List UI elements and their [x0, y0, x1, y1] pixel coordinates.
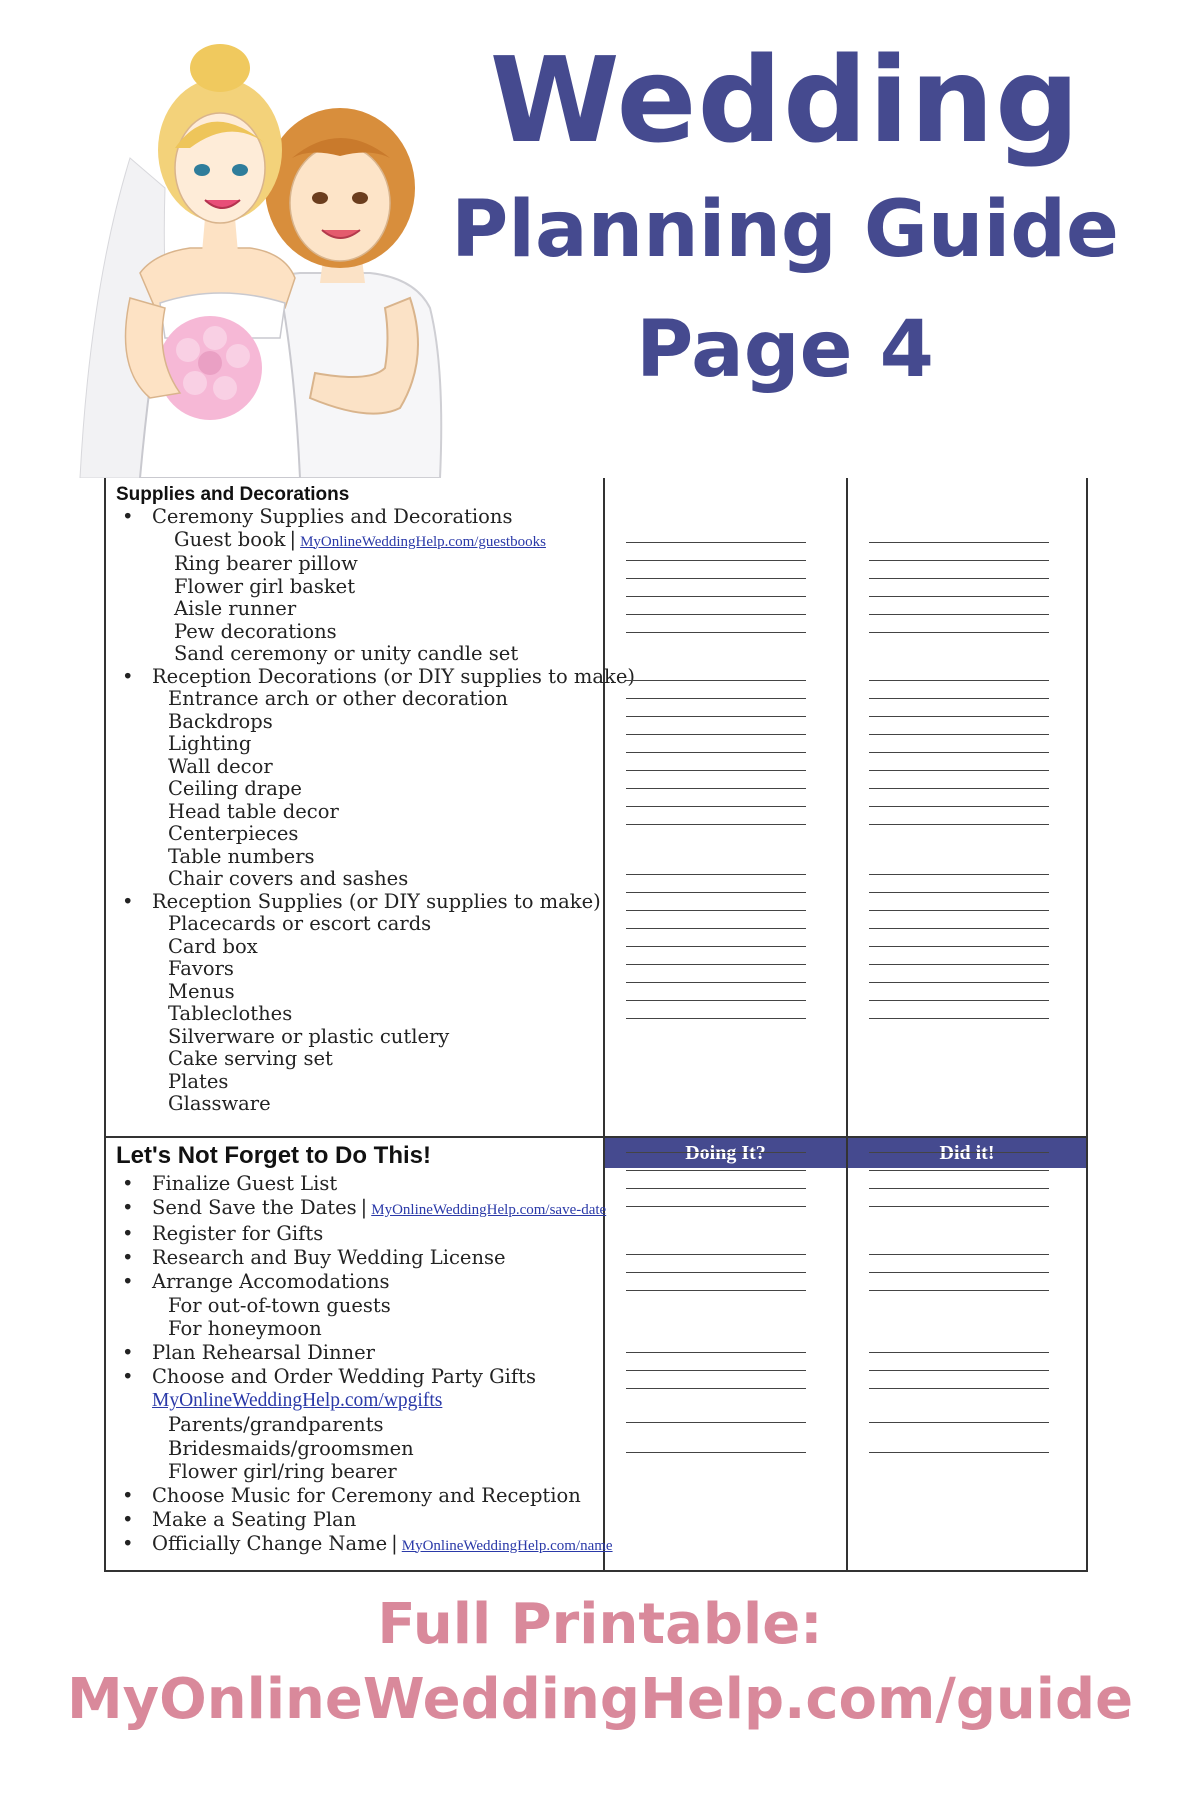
write-in-line[interactable] [626, 1170, 806, 1171]
write-in-line[interactable] [869, 982, 1049, 983]
write-in-line[interactable] [626, 982, 806, 983]
list-item: Cake serving set [168, 1047, 333, 1070]
write-in-line[interactable] [869, 578, 1049, 579]
list-item [116, 1532, 613, 1559]
write-in-line[interactable] [626, 1206, 806, 1207]
column-divider-2 [846, 478, 848, 1572]
table-border-right [1086, 478, 1088, 1572]
write-in-line[interactable] [869, 770, 1049, 771]
list-item: Parents/grandparents [168, 1413, 384, 1437]
write-in-line[interactable] [869, 928, 1049, 929]
write-in-line[interactable] [869, 874, 1049, 875]
separator: | [360, 1195, 368, 1219]
write-in-line[interactable] [626, 632, 806, 633]
write-in-line[interactable] [869, 1290, 1049, 1291]
write-in-line[interactable] [626, 1370, 806, 1371]
list-item: Centerpieces [168, 822, 299, 845]
write-in-line[interactable] [869, 1018, 1049, 1019]
guestbooks-link[interactable]: MyOnlineWeddingHelp.com/guestbooks [300, 533, 546, 550]
list-item: • Reception Decorations (or DIY supplies to make) [116, 666, 635, 689]
list-item: • Make a Seating Plan [116, 1508, 613, 1532]
list-item: Card box [168, 934, 258, 958]
supplies-section-title: Supplies and Decorations [116, 484, 350, 505]
checklist-table [104, 478, 1088, 1572]
write-in-line[interactable] [869, 1422, 1049, 1423]
save-date-link[interactable]: MyOnlineWeddingHelp.com/save-date [371, 1201, 607, 1218]
footer-banner [0, 1590, 1200, 1740]
list-item: Bridesmaids/groomsmen [168, 1436, 414, 1460]
write-in-line[interactable] [869, 1388, 1049, 1389]
write-in-line[interactable] [626, 806, 806, 807]
write-in-line[interactable] [626, 770, 806, 771]
write-in-line[interactable] [869, 788, 1049, 789]
list-item: Wall decor [168, 754, 273, 778]
write-in-line[interactable] [626, 596, 806, 597]
write-in-line[interactable] [626, 874, 806, 875]
write-in-line[interactable] [869, 1152, 1049, 1153]
list-item: Chair covers and sashes [168, 867, 409, 890]
write-in-line[interactable] [626, 560, 806, 561]
write-in-line[interactable] [869, 632, 1049, 633]
write-in-line[interactable] [626, 1290, 806, 1291]
doing-it-column-header: Doing It? [605, 1138, 846, 1168]
bride-and-mother-illustration [70, 38, 450, 478]
write-in-line[interactable] [626, 1422, 806, 1423]
list-item: Ceiling drape [168, 777, 302, 800]
did-it-column-header: Did it! [848, 1138, 1086, 1168]
write-in-line[interactable] [869, 964, 1049, 965]
todo-list [116, 1172, 613, 1558]
title-line-planning-guide: Planning Guide [451, 185, 1119, 275]
write-in-line[interactable] [869, 698, 1049, 699]
list-item: • Register for Gifts [116, 1222, 613, 1246]
write-in-line[interactable] [869, 910, 1049, 911]
write-in-line[interactable] [869, 806, 1049, 807]
list-item: • Finalize Guest List [116, 1172, 613, 1196]
name-change-label: Officially Change Name [152, 1531, 388, 1555]
write-in-line[interactable] [626, 578, 806, 579]
write-in-line[interactable] [869, 752, 1049, 753]
write-in-line[interactable] [626, 910, 806, 911]
page-title [420, 31, 1150, 400]
write-in-line[interactable] [626, 1272, 806, 1273]
list-item: Glassware [168, 1092, 271, 1115]
write-in-line[interactable] [626, 946, 806, 947]
list-item: Silverware or plastic cutlery [168, 1024, 450, 1048]
write-in-line[interactable] [869, 560, 1049, 561]
write-in-line[interactable] [626, 1000, 806, 1001]
footer-guide-url[interactable]: MyOnlineWeddingHelp.com/guide [66, 1667, 1134, 1732]
write-in-line[interactable] [626, 928, 806, 929]
list-item: Favors [168, 957, 234, 980]
list-item: Sand ceremony or unity candle set [174, 642, 519, 665]
write-in-line[interactable] [869, 1000, 1049, 1001]
list-item: Plates [168, 1069, 229, 1093]
write-in-line[interactable] [626, 542, 806, 543]
write-in-line[interactable] [626, 698, 806, 699]
write-in-line[interactable] [869, 596, 1049, 597]
title-line-page-number: Page 4 [636, 305, 934, 395]
separator: | [391, 1531, 398, 1555]
todo-section-title: Let's Not Forget to Do This! [116, 1142, 432, 1169]
list-item: Pew decorations [174, 619, 337, 643]
write-in-line[interactable] [626, 716, 806, 717]
write-in-line[interactable] [869, 1370, 1049, 1371]
separator: | [289, 527, 297, 551]
write-in-line[interactable] [869, 1206, 1049, 1207]
title-line-wedding: Wedding [489, 31, 1081, 169]
write-in-line[interactable] [869, 1170, 1049, 1171]
write-in-line[interactable] [626, 824, 806, 825]
write-in-line[interactable] [626, 752, 806, 753]
list-item: • Choose Music for Ceremony and Reception [116, 1484, 613, 1508]
list-item: Aisle runner [174, 597, 297, 620]
list-item: Entrance arch or other decoration [168, 687, 508, 710]
write-in-line[interactable] [869, 716, 1049, 717]
table-border-bottom [104, 1570, 1088, 1572]
write-in-line[interactable] [869, 946, 1049, 947]
write-in-line[interactable] [626, 1452, 806, 1453]
list-item [116, 1196, 613, 1223]
list-item [116, 529, 635, 554]
list-item: Flower girl/ring bearer [168, 1460, 397, 1484]
write-in-line[interactable] [869, 542, 1049, 543]
write-in-line[interactable] [626, 734, 806, 735]
write-in-line[interactable] [626, 680, 806, 681]
list-item [116, 1388, 613, 1413]
supplies-list [116, 506, 635, 1116]
list-item: • Plan Rehearsal Dinner [116, 1341, 613, 1365]
list-item: Backdrops [168, 709, 273, 733]
write-in-line[interactable] [869, 734, 1049, 735]
list-item: • Research and Buy Wedding License [116, 1246, 613, 1270]
write-in-line[interactable] [626, 1388, 806, 1389]
write-in-line[interactable] [626, 1018, 806, 1019]
list-item: • Reception Supplies (or DIY supplies to make) [116, 891, 635, 914]
list-item: Ring bearer pillow [174, 552, 358, 575]
write-in-line[interactable] [626, 788, 806, 789]
write-in-line[interactable] [869, 614, 1049, 615]
table-border-left [104, 478, 106, 1572]
write-in-line[interactable] [869, 1352, 1049, 1353]
write-in-line[interactable] [869, 1452, 1049, 1453]
write-in-line[interactable] [869, 892, 1049, 893]
list-item: Table numbers [168, 844, 315, 868]
list-item: Menus [168, 979, 235, 1003]
write-in-line[interactable] [869, 824, 1049, 825]
list-item: Flower girl basket [174, 574, 356, 598]
footer-line-printable: Full Printable: [377, 1592, 823, 1657]
list-item: Head table decor [168, 799, 339, 823]
wpgifts-link[interactable]: MyOnlineWeddingHelp.com/wpgifts [152, 1390, 443, 1412]
name-change-link[interactable]: MyOnlineWeddingHelp.com/name [401, 1537, 613, 1554]
write-in-line[interactable] [869, 1272, 1049, 1273]
list-item: Tableclothes [168, 1002, 293, 1025]
list-item: For out-of-town guests [168, 1293, 391, 1317]
write-in-line[interactable] [626, 964, 806, 965]
write-in-line[interactable] [626, 1254, 806, 1255]
write-in-line[interactable] [626, 1352, 806, 1353]
write-in-line[interactable] [626, 892, 806, 893]
write-in-line[interactable] [626, 1152, 806, 1153]
save-dates-label: Send Save the Dates [152, 1195, 357, 1219]
write-in-line[interactable] [869, 1254, 1049, 1255]
write-in-line[interactable] [626, 614, 806, 615]
write-in-line[interactable] [869, 1188, 1049, 1189]
write-in-line[interactable] [626, 1188, 806, 1189]
list-item: • Arrange Accomodations [116, 1270, 613, 1294]
guest-book-label: Guest book [174, 527, 286, 551]
list-item: • Choose and Order Wedding Party Gifts [116, 1365, 613, 1389]
list-item: For honeymoon [168, 1317, 322, 1341]
list-item: Lighting [168, 732, 252, 755]
write-in-line[interactable] [869, 680, 1049, 681]
list-item: Placecards or escort cards [168, 912, 432, 935]
list-item: • Ceremony Supplies and Decorations [116, 506, 635, 529]
